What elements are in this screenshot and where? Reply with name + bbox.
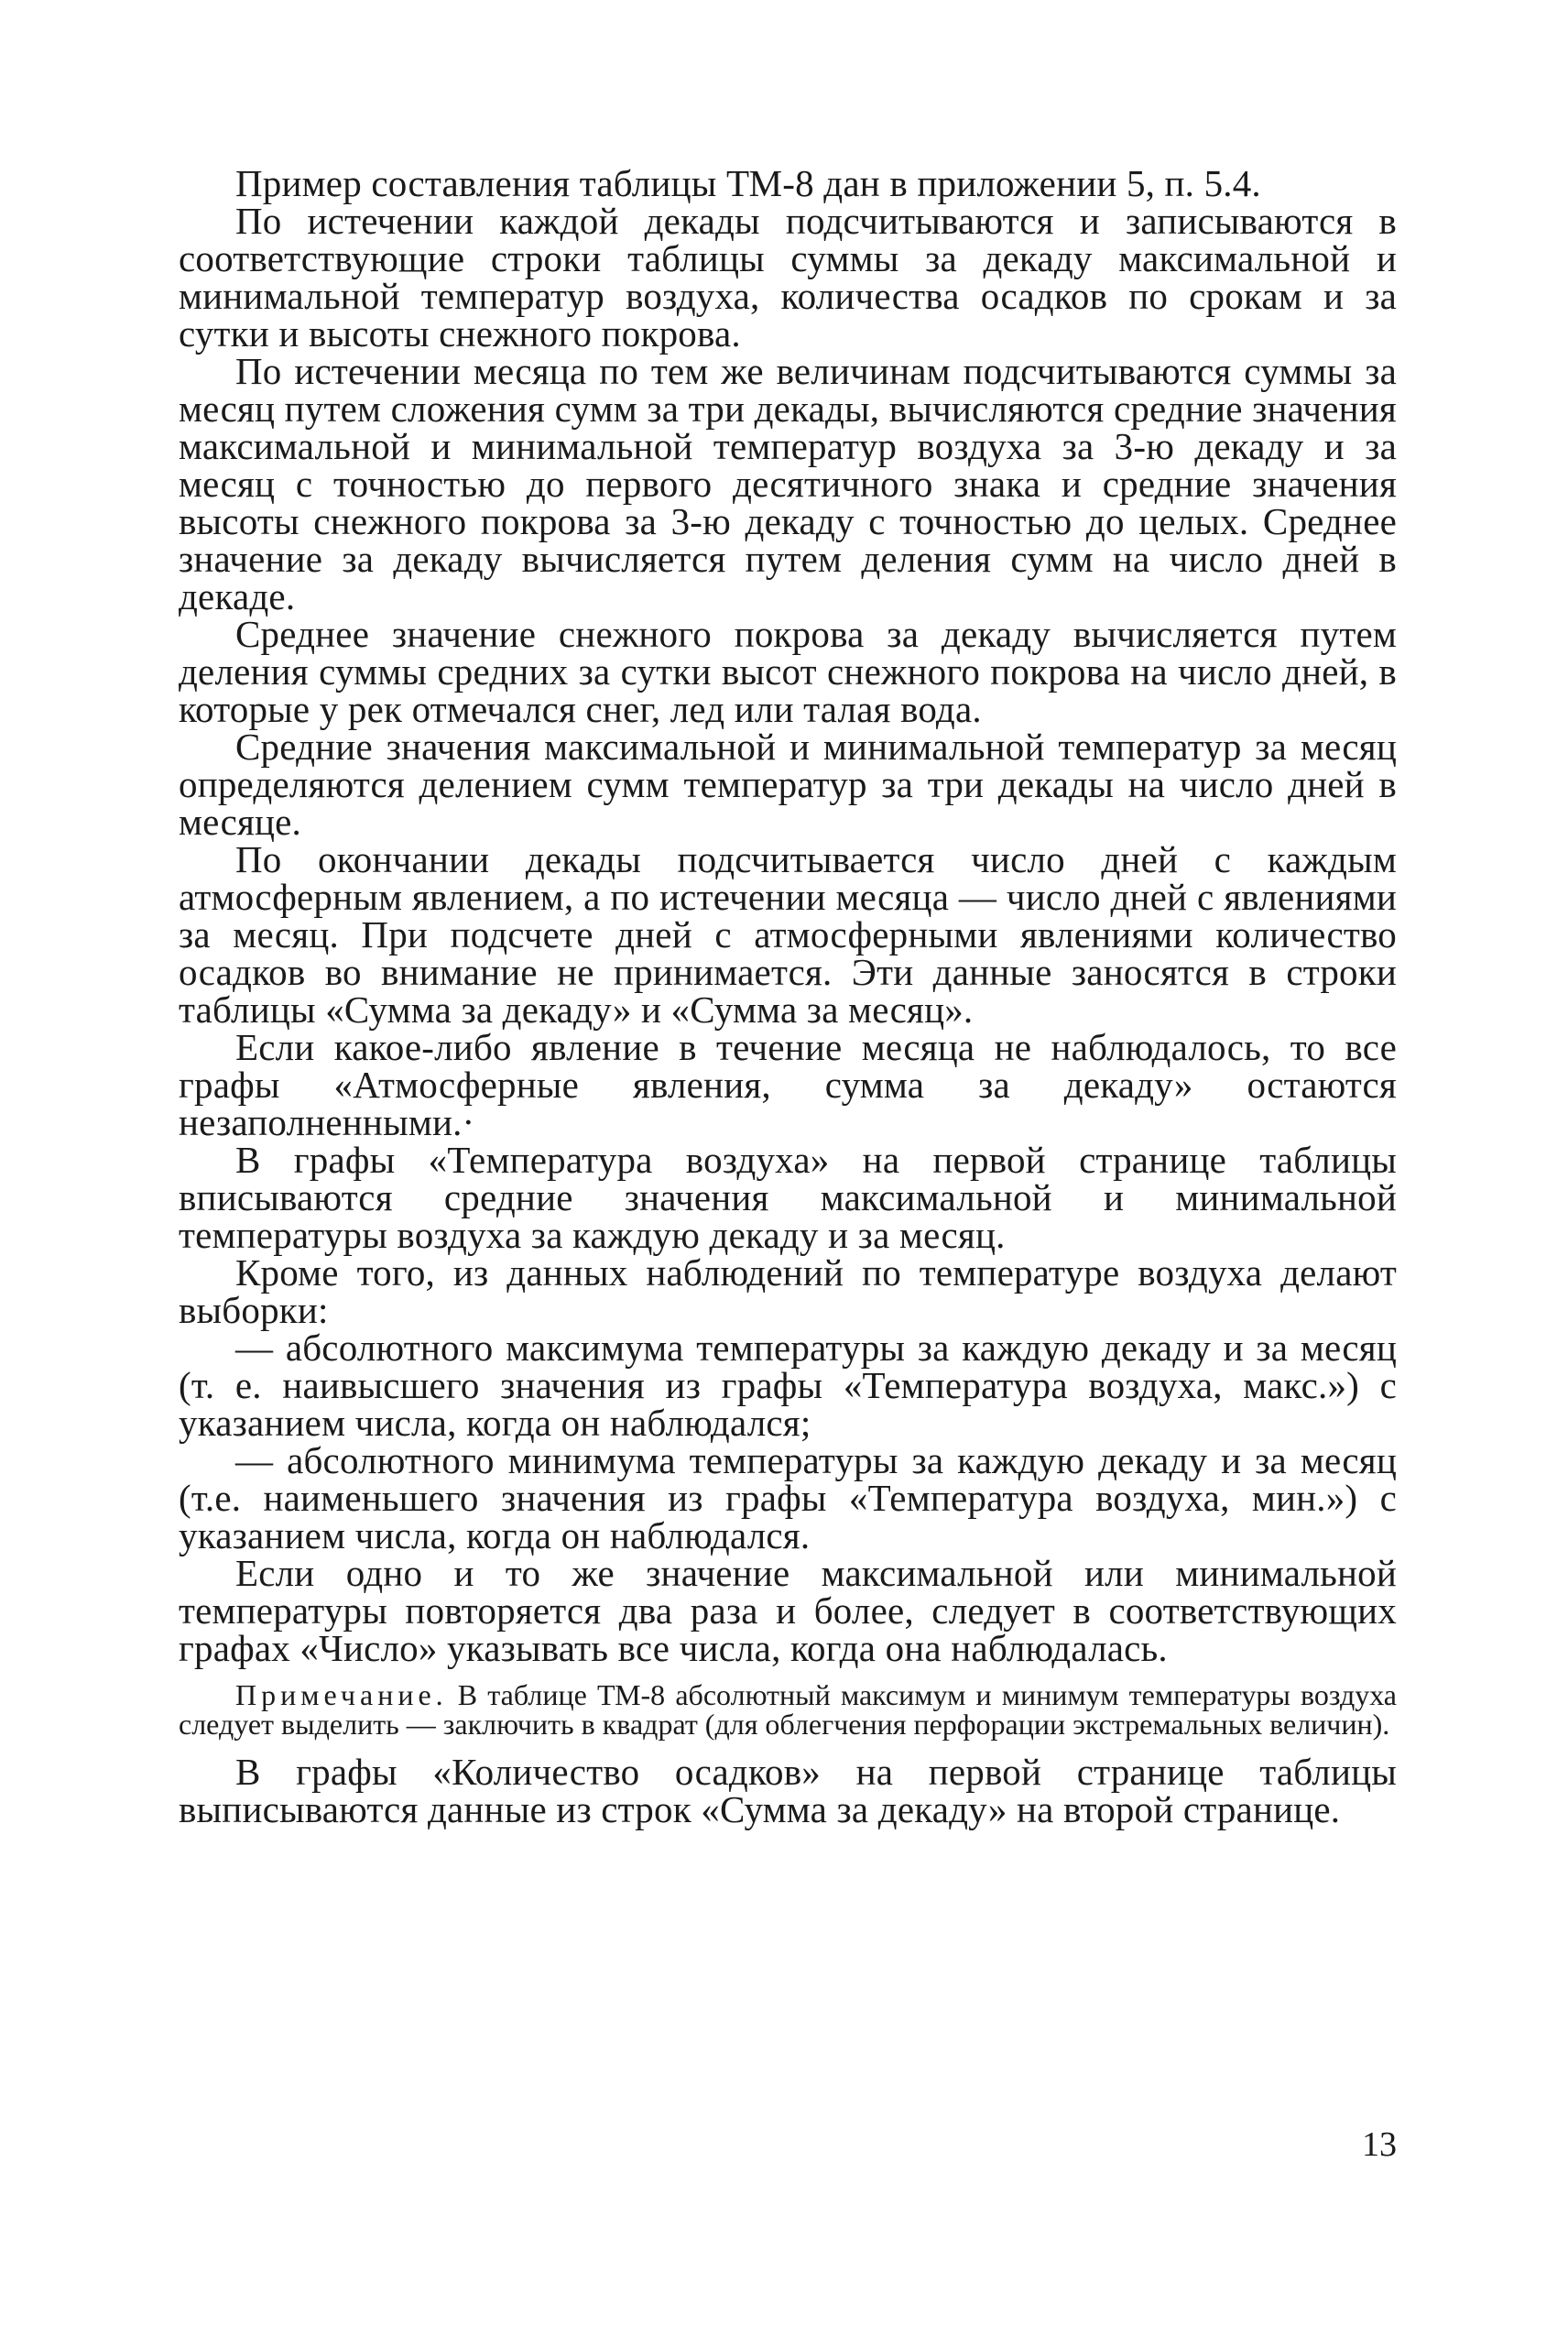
note [179,1680,1397,1739]
paragraph-10: — абсолютного максимума температуры за каждую декаду и за месяц (т. е. наивысшего значения из графы «Температура воздуха, макс.») с указанием числа, когда он наблюдался; [179,1327,1397,1444]
paragraph-2: По истечении каждой декады подсчитываются и записываются в соответствующие строки таблицы суммы за декаду максимальной и минимальной температур воздуха, количества осадков по срокам и за сутки и высоты снежного покрова. [179,200,1397,355]
document-page [179,162,1397,2309]
paragraph-6: По окончании декады подсчитывается число дней с каждым атмосферным явлением, а по истечении месяца — число дней с явлениями за месяц. При подсчете дней с атмосферными явлениями количество осадков во внимание не принимается. Эти данные заносятся в строки таблицы «Сумма за декаду» и «Сумма за месяц». [179,838,1397,1031]
final-paragraph: В графы «Количество осадков» на первой странице таблицы выписываются данные из строк «Сумма за декаду» на второй странице. [179,1751,1397,1830]
paragraph-1: Пример составления таблицы ТМ-8 дан в приложении 5, п. 5.4. [235,162,1261,204]
paragraph-9: Кроме того, из данных наблюдений по температуре воздуха делают выборки: [179,1251,1397,1331]
paragraph-11: — абсолютного минимума температуры за каждую декаду и за месяц (т.е. наименьшего значения из графы «Температура воздуха, мин.») с указанием числа, когда он наблюдался. [179,1439,1397,1556]
note-label: Примечание. [235,1678,448,1711]
page-number: 13 [1362,2125,1397,2164]
paragraph-12: Если одно и то же значение максимальной или минимальной температуры повторяется два раза и более, следует в соответствующих графах «Число» указывать все числа, когда она наблюдалась. [179,1552,1397,1669]
paragraph-5: Средние значения максимальной и минимальной температур за месяц определяются делением сумм температур за три декады на число дней в месяце. [179,726,1397,843]
paragraph-7: Если какое-либо явление в течение месяца не наблюдалось, то все графы «Атмосферные явления, сумма за декаду» остаются незаполненными.· [179,1026,1397,1143]
paragraph-4: Среднее значение снежного покрова за декаду вычисляется путем деления суммы средних за сутки высот снежного покрова на число дней, в которые у рек отмечался снег, лед или талая вода. [179,613,1397,730]
paragraph-3: По истечении месяца по тем же величинам подсчитываются суммы за месяц путем сложения сумм за три декады, вычисляются средние значения максимальной и минимальной температур воздуха за 3-ю декаду и за месяц с точностью до первого десятичного знака и средние значения высоты снежного покрова за 3-ю декаду с точностью до целых. Среднее значение за декаду вычисляется путем деления сумм на число дней в декаде. [179,350,1397,617]
paragraph-8: В графы «Температура воздуха» на первой странице таблицы вписываются средние значения максимальной и минимальной температуры воздуха за каждую декаду и за месяц. [179,1139,1397,1256]
note-text: В таблице ТМ-8 абсолютный максимум и минимум температуры воздуха следует выделить — заключить в квадрат (для облегчения перфорации экстремальных величин). [179,1678,1397,1741]
